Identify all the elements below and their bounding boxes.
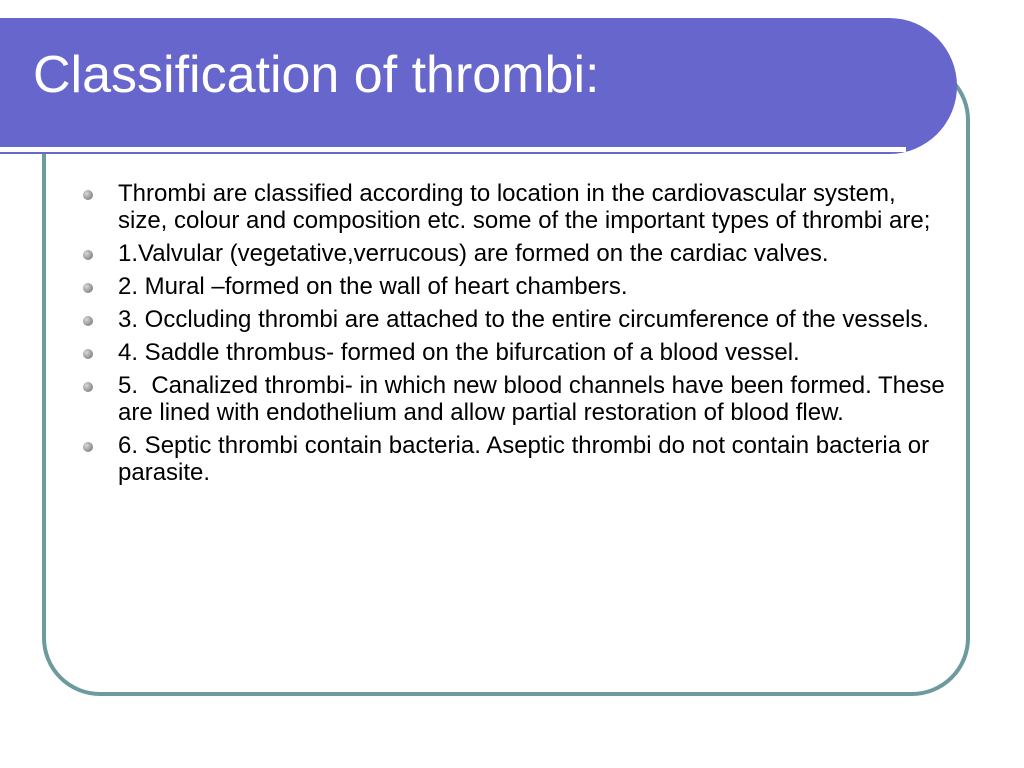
- bullet-item: [80, 240, 950, 267]
- bullet-item: [80, 180, 950, 234]
- slide-title: Classification of thrombi:: [33, 46, 600, 104]
- bullet-text: 2. Mural –formed on the wall of heart chambers.: [118, 273, 628, 300]
- bullet-text: 6. Septic thrombi contain bacteria. Aseptic thrombi do not contain bacteria or parasite.: [118, 432, 936, 486]
- title-underline: [0, 147, 906, 152]
- bullet-text: 5. Canalized thrombi- in which new blood channels have been formed. These are lined with endothelium and allow partial restoration of blood flew.: [118, 372, 952, 426]
- bullet-text: 4. Saddle thrombus- formed on the bifurcation of a blood vessel.: [118, 339, 800, 366]
- bullet-text: 3. Occluding thrombi are attached to the entire circumference of the vessels.: [118, 306, 930, 333]
- bullet-dot-icon: [83, 190, 93, 200]
- bullet-item: [80, 432, 950, 486]
- bullet-text: Thrombi are classified according to location in the cardiovascular system, size, colour and composition etc. some of the important types of thrombi are;: [118, 180, 931, 234]
- bullet-item: [80, 339, 950, 366]
- bullet-item: [80, 306, 950, 333]
- bullet-dot-icon: [83, 442, 93, 452]
- bullet-item: [80, 372, 950, 426]
- bullet-dot-icon: [83, 349, 93, 359]
- bullet-dot-icon: [83, 382, 93, 392]
- bullet-dot-icon: [83, 283, 93, 293]
- bullet-dot-icon: [83, 250, 93, 260]
- bullet-list: [80, 180, 950, 492]
- bullet-text: 1.Valvular (vegetative,verrucous) are formed on the cardiac valves.: [118, 240, 829, 267]
- bullet-item: [80, 273, 950, 300]
- bullet-dot-icon: [83, 316, 93, 326]
